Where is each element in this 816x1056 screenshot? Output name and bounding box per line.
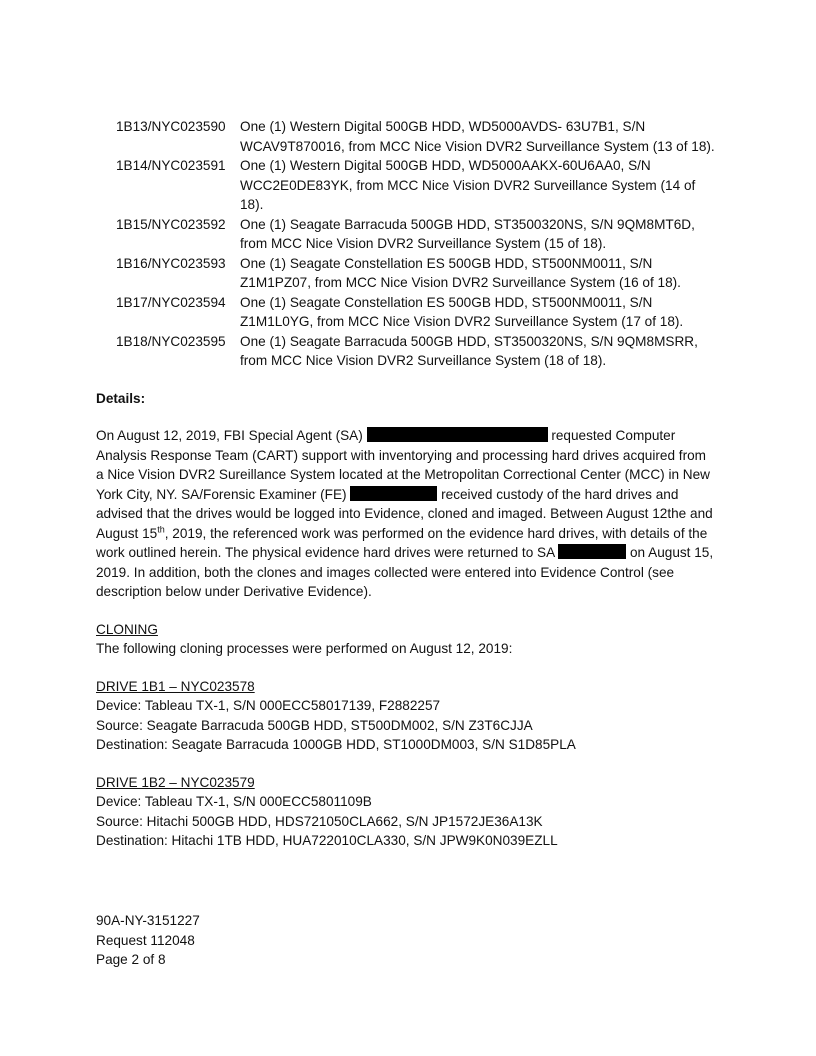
details-paragraph — [96, 426, 716, 602]
evidence-id: 1B13/NYC023590 — [116, 119, 226, 134]
drive-title: DRIVE 1B1 – NYC023578 — [96, 678, 255, 694]
details-text: On August 12, 2019, FBI Special Agent (SA) — [96, 428, 363, 443]
evidence-id: 1B16/NYC023593 — [116, 255, 226, 271]
drive-block — [96, 677, 716, 755]
evidence-id: 1B15/NYC023592 — [116, 216, 226, 232]
list-item — [96, 156, 716, 215]
evidence-id: 1B17/NYC023594 — [116, 294, 226, 310]
drive-destination: Destination: Seagate Barracuda 1000GB HDD, ST1000DM003, S/N S1D85PLA — [96, 737, 576, 752]
evidence-id: 1B18/NYC023595 — [116, 333, 226, 349]
list-item — [96, 117, 716, 156]
evidence-description: One (1) Seagate Constellation ES 500GB HDD, ST500NM0011, S/N Z1M1L0YG, from MCC Nice Vision DVR2 Surveillance System (17 of 18). — [240, 294, 684, 329]
page-footer — [96, 911, 200, 970]
cloning-heading: CLONING — [96, 621, 158, 637]
evidence-description: One (1) Western Digital 500GB HDD, WD5000AVDS- 63U7B1, S/N WCAV9T870016, from MCC Nice Vision DVR2 Surveillance System (13 of 18). — [240, 119, 715, 154]
drive-device: Device: Tableau TX-1, S/N 000ECC58017139, F2882257 — [96, 698, 441, 713]
redaction-block — [367, 427, 548, 442]
evidence-description: One (1) Seagate Constellation ES 500GB HDD, ST500NM0011, S/N Z1M1PZ07, from MCC Nice Vision DVR2 Surveillance System (16 of 18). — [240, 255, 681, 290]
details-text: , 2019, the referenced work was performed on the evidence hard drives, with details of the work outlined herein. The physical evidence hard drives were returned to SA — [96, 525, 708, 560]
drive-source: Source: Seagate Barracuda 500GB HDD, ST500DM002, S/N Z3T6CJJA — [96, 717, 533, 733]
drive-device: Device: Tableau TX-1, S/N 000ECC5801109B — [96, 794, 372, 809]
redaction-block — [558, 544, 626, 559]
case-number: 90A-NY-3151227 — [96, 913, 200, 928]
drive-title: DRIVE 1B2 – NYC023579 — [96, 774, 255, 790]
document-body — [96, 117, 716, 851]
evidence-description: One (1) Seagate Barracuda 500GB HDD, ST3500320NS, S/N 9QM8MSRR, from MCC Nice Vision DVR2 Surveillance System (18 of 18). — [240, 333, 698, 368]
page-number: Page 2 of 8 — [96, 952, 166, 967]
list-item — [96, 215, 716, 254]
details-text: requested Computer Analysis Response Team (CART) support with inventorying and processing hard drives acquired from a Nice Vision DVR2 Sureillance System located at the Metropolitan Correctional Center (MCC) in New York City, NY. SA/Forensic Examiner (FE) — [96, 428, 710, 502]
details-text: on August 15, 2019. In addition, both the clones and images collected were entered into Evidence Control (see description below under Derivative Evidence). — [96, 545, 714, 599]
evidence-description: One (1) Seagate Barracuda 500GB HDD, ST3500320NS, S/N 9QM8MT6D, from MCC Nice Vision DVR2 Surveillance System (15 of 18). — [240, 216, 695, 251]
details-heading: Details: — [96, 390, 146, 406]
list-item — [96, 254, 716, 293]
cloning-section — [96, 620, 716, 659]
drive-block — [96, 773, 716, 851]
drive-destination: Destination: Hitachi 1TB HDD, HUA722010CLA330, S/N JPW9K0N039EZLL — [96, 833, 558, 848]
redaction-block — [350, 486, 437, 501]
request-number: Request 112048 — [96, 932, 195, 948]
drive-source: Source: Hitachi 500GB HDD, HDS721050CLA662, S/N JP1572JE36A13K — [96, 813, 543, 829]
evidence-id: 1B14/NYC023591 — [116, 158, 226, 173]
superscript: th — [157, 523, 165, 534]
details-text: received custody of the hard drives and advised that the drives would be logged into Evidence, cloned and imaged. Between August 12the and August 15 — [96, 486, 713, 541]
list-item — [96, 332, 716, 371]
cloning-intro: The following cloning processes were performed on August 12, 2019: — [96, 641, 513, 656]
list-item — [96, 293, 716, 332]
evidence-description: One (1) Western Digital 500GB HDD, WD5000AAKX-60U6AA0, S/N WCC2E0DE83YK, from MCC Nice Vision DVR2 Surveillance System (14 of 18). — [240, 158, 696, 212]
evidence-list — [96, 117, 716, 371]
